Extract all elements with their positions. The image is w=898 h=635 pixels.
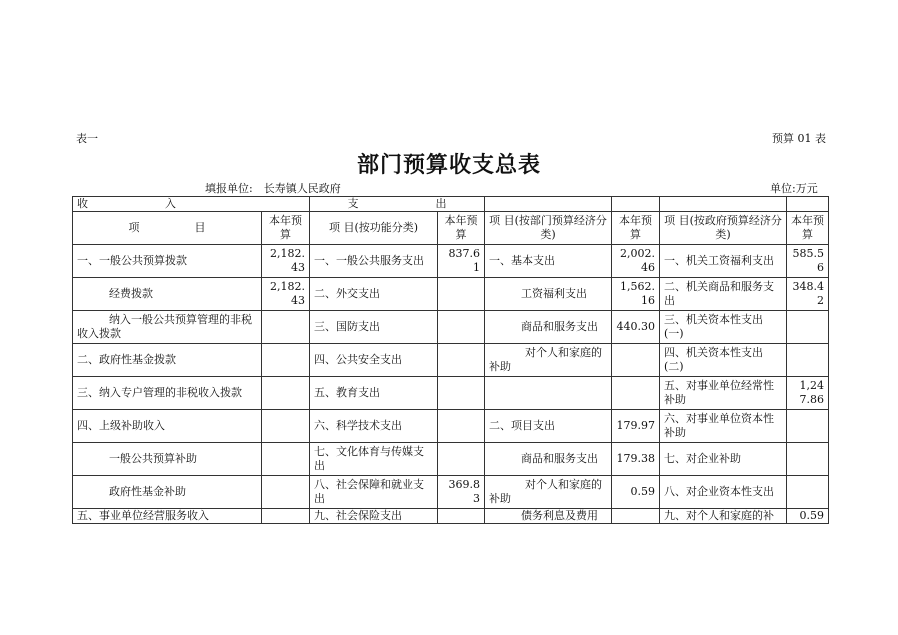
func-amount: 369.83 [438, 476, 485, 509]
table-row [73, 311, 829, 344]
func-amount [438, 344, 485, 377]
dept-item: 对个人和家庭的补助 [485, 476, 612, 509]
gov-amount: 0.59 [787, 509, 829, 524]
gov-amount [787, 476, 829, 509]
col-header-amount: 本年预算 [262, 212, 310, 245]
budget-form-label: 预算 01 表 [772, 132, 826, 145]
gov-item: 一、机关工资福利支出 [660, 245, 787, 278]
func-item: 三、国防支出 [310, 311, 438, 344]
func-item: 二、外交支出 [310, 278, 438, 311]
gov-amount [787, 311, 829, 344]
gov-item: 五、对事业单位经常性补助 [660, 377, 787, 410]
col-header-dept: 项 目(按部门预算经济分类) [485, 212, 612, 245]
income-amount [262, 344, 310, 377]
table-row [73, 344, 829, 377]
gov-amount: 1,247.86 [787, 377, 829, 410]
gov-amount [787, 344, 829, 377]
col-header-amount: 本年预算 [612, 212, 660, 245]
income-item: 五、事业单位经营服务收入 [73, 509, 262, 524]
dept-item: 债务利息及费用 [485, 509, 612, 524]
header-row-main [73, 197, 829, 212]
dept-item [485, 377, 612, 410]
income-item: 二、政府性基金拨款 [73, 344, 262, 377]
func-amount [438, 410, 485, 443]
table-number-label: 表一 [76, 132, 98, 145]
header-blank [485, 197, 612, 212]
col-header-func: 项 目(按功能分类) [310, 212, 438, 245]
income-item: 三、纳入专户管理的非税收入拨款 [73, 377, 262, 410]
table-row [73, 410, 829, 443]
func-amount [438, 311, 485, 344]
header-blank [787, 197, 829, 212]
dept-amount: 179.38 [612, 443, 660, 476]
dept-item: 工资福利支出 [485, 278, 612, 311]
func-amount: 837.61 [438, 245, 485, 278]
func-item: 六、科学技术支出 [310, 410, 438, 443]
income-item: 经费拨款 [73, 278, 262, 311]
expense-header: 支 出 [310, 197, 485, 212]
page-title: 部门预算收支总表 [356, 153, 541, 178]
dept-item: 商品和服务支出 [485, 311, 612, 344]
func-item: 一、一般公共服务支出 [310, 245, 438, 278]
func-item: 七、文化体育与传媒支出 [310, 443, 438, 476]
income-amount: 2,182.43 [262, 245, 310, 278]
col-header-amount: 本年预算 [438, 212, 485, 245]
table-row [73, 443, 829, 476]
table-row [73, 509, 829, 524]
func-amount [438, 443, 485, 476]
header-row-sub [73, 212, 829, 245]
income-amount [262, 509, 310, 524]
table-row [73, 377, 829, 410]
dept-amount: 1,562.16 [612, 278, 660, 311]
header-blank [660, 197, 787, 212]
func-item: 四、公共安全支出 [310, 344, 438, 377]
col-header-amount: 本年预算 [787, 212, 829, 245]
gov-amount: 348.42 [787, 278, 829, 311]
gov-item: 三、机关资本性支出(一) [660, 311, 787, 344]
dept-amount [612, 509, 660, 524]
dept-amount: 0.59 [612, 476, 660, 509]
func-amount [438, 509, 485, 524]
header-blank [612, 197, 660, 212]
gov-item: 八、对企业资本性支出 [660, 476, 787, 509]
income-item: 纳入一般公共预算管理的非税收入拨款 [73, 311, 262, 344]
col-header-item: 项 目 [73, 212, 262, 245]
table-row [73, 245, 829, 278]
func-item: 九、社会保险支出 [310, 509, 438, 524]
func-item: 八、社会保障和就业支出 [310, 476, 438, 509]
income-amount [262, 377, 310, 410]
income-item: 一、一般公共预算拨款 [73, 245, 262, 278]
income-item: 政府性基金补助 [73, 476, 262, 509]
income-amount [262, 311, 310, 344]
gov-amount [787, 443, 829, 476]
budget-summary-table [72, 196, 829, 524]
gov-item: 九、对个人和家庭的补 [660, 509, 787, 524]
income-amount [262, 443, 310, 476]
dept-amount: 179.97 [612, 410, 660, 443]
func-item: 五、教育支出 [310, 377, 438, 410]
col-header-gov: 项 目(按政府预算经济分类) [660, 212, 787, 245]
income-item: 四、上级补助收入 [73, 410, 262, 443]
gov-amount [787, 410, 829, 443]
gov-item: 七、对企业补助 [660, 443, 787, 476]
filling-unit: 填报单位: 长寿镇人民政府 [205, 182, 341, 195]
gov-item: 六、对事业单位资本性补助 [660, 410, 787, 443]
currency-unit: 单位:万元 [770, 182, 818, 195]
gov-item: 四、机关资本性支出(二) [660, 344, 787, 377]
gov-item: 二、机关商品和服务支出 [660, 278, 787, 311]
dept-item: 一、基本支出 [485, 245, 612, 278]
income-amount [262, 410, 310, 443]
table-row [73, 278, 829, 311]
income-header: 收 入 [73, 197, 310, 212]
dept-item: 商品和服务支出 [485, 443, 612, 476]
gov-amount: 585.56 [787, 245, 829, 278]
dept-amount [612, 344, 660, 377]
dept-amount: 440.30 [612, 311, 660, 344]
income-item: 一般公共预算补助 [73, 443, 262, 476]
func-amount [438, 278, 485, 311]
dept-item: 对个人和家庭的补助 [485, 344, 612, 377]
table-row [73, 476, 829, 509]
func-amount [438, 377, 485, 410]
dept-item: 二、项目支出 [485, 410, 612, 443]
income-amount [262, 476, 310, 509]
income-amount: 2,182.43 [262, 278, 310, 311]
dept-amount [612, 377, 660, 410]
dept-amount: 2,002.46 [612, 245, 660, 278]
